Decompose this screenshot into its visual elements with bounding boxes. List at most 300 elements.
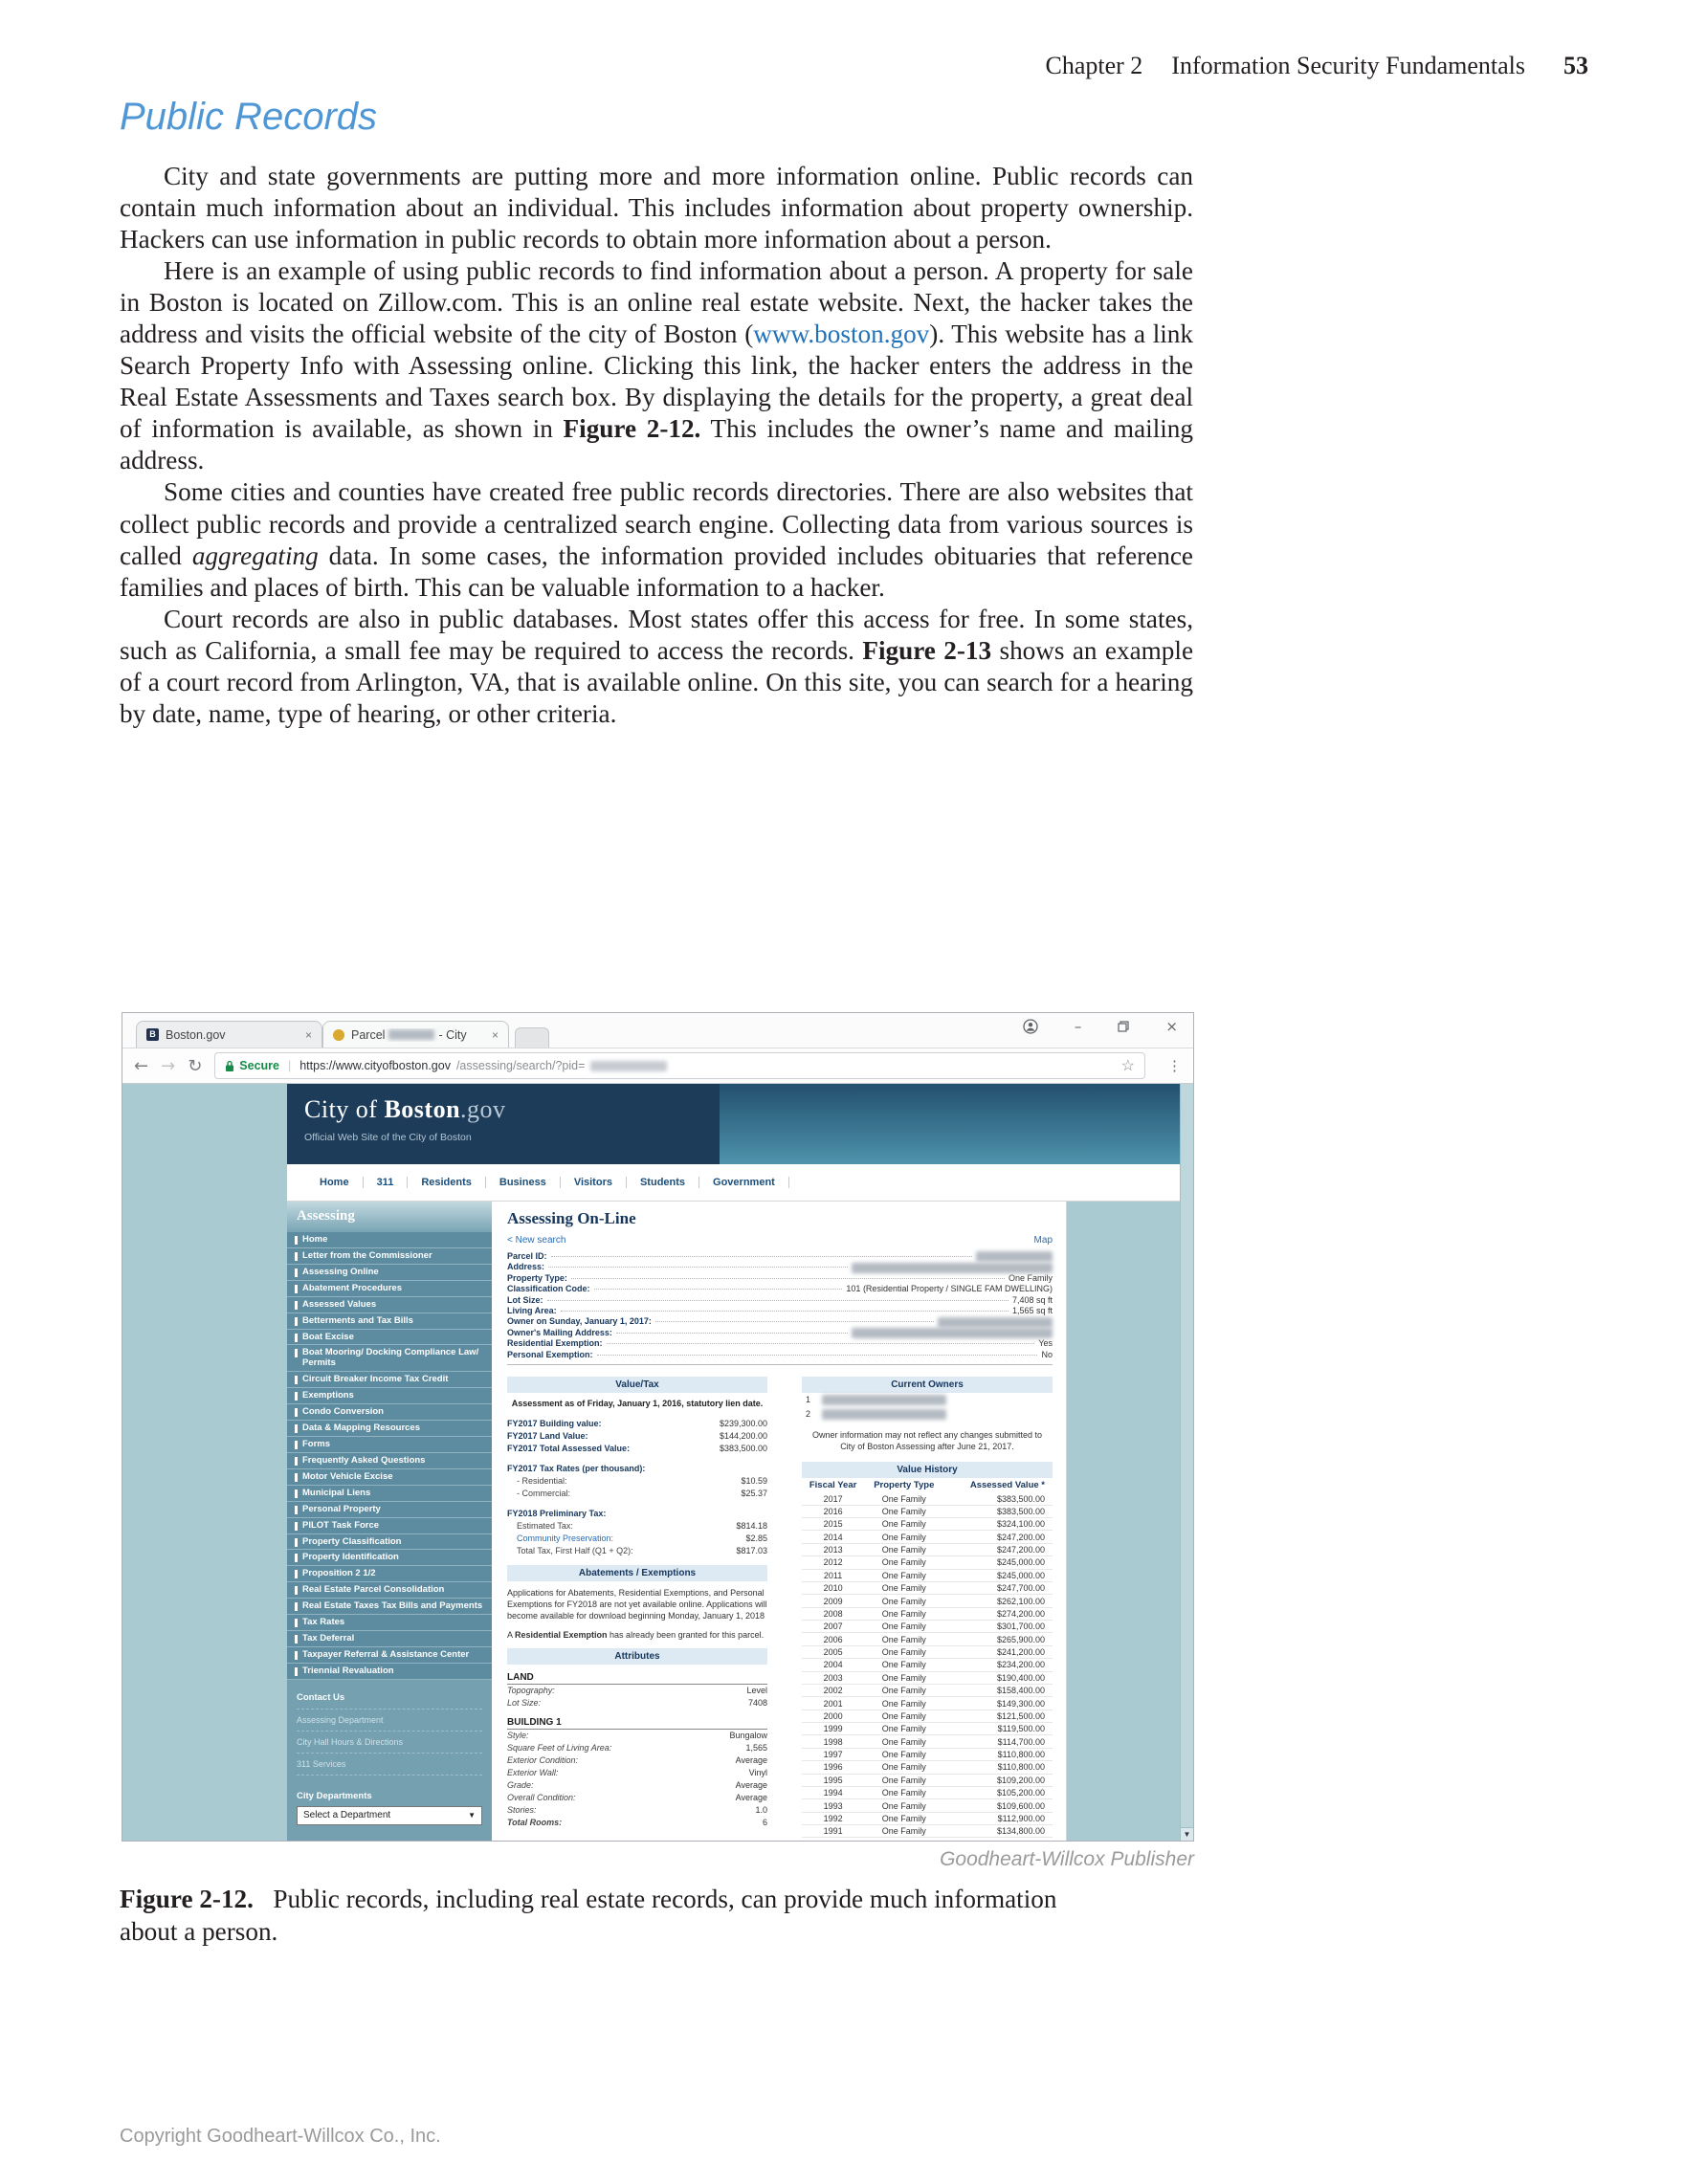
text-segment: shows an example of a court record from Arlington, VA, that is available online. On this site, you can search for a hearing by date, name, type of hearing, or other criteria. xyxy=(120,635,1194,728)
assessed-value: $105,200.00 xyxy=(943,1786,1053,1798)
value-history-row xyxy=(802,1621,1053,1633)
new-search-link[interactable]: < New search xyxy=(507,1235,566,1246)
page-scrollbar[interactable] xyxy=(1180,1084,1193,1841)
assessed-value: $241,200.00 xyxy=(943,1645,1053,1658)
value-tax-header: Value/Tax xyxy=(507,1377,767,1393)
fiscal-year: 2005 xyxy=(802,1645,864,1658)
sidebar-item-label: Taxpayer Referral & Assistance Center xyxy=(302,1648,470,1660)
text-segment: Figure 2-13 xyxy=(862,635,992,665)
property-type: One Family xyxy=(864,1710,943,1722)
sidebar-item[interactable] xyxy=(287,1313,492,1330)
fiscal-year: 2015 xyxy=(802,1518,864,1531)
fiscal-year: 2003 xyxy=(802,1671,864,1684)
property-type: One Family xyxy=(864,1645,943,1658)
secure-label: Secure xyxy=(239,1059,279,1072)
property-type: One Family xyxy=(864,1825,943,1838)
parcel-details xyxy=(507,1251,1053,1365)
sidebar-item[interactable] xyxy=(287,1265,492,1281)
text-segment: Court records are also in public databases. Most states offer this access for free. In some states, such as California, a small fee may be required to access the records. xyxy=(120,604,1193,665)
pipe-bullet-icon xyxy=(295,1252,298,1261)
figure-caption-text: Public records, including real estate records, can provide much information about a person. xyxy=(120,1885,1057,1946)
tab-boston-gov[interactable] xyxy=(136,1021,322,1048)
value-history-row xyxy=(802,1531,1053,1543)
detail-row xyxy=(507,1316,1053,1327)
fiscal-year: 2004 xyxy=(802,1659,864,1671)
attribute-value: 7408 xyxy=(747,1698,767,1709)
assessed-value: $274,200.00 xyxy=(943,1607,1053,1620)
assessed-value: $383,500.00 xyxy=(943,1492,1053,1505)
department-select[interactable] xyxy=(297,1806,482,1825)
text-segment: City and state governments are putting more and more information online. Public records can contain much information about an individual. This includes information about property ownership. Hackers can use information in public records to obtain more information about a person. xyxy=(120,162,1193,254)
sidebar-item[interactable] xyxy=(287,1631,492,1647)
dotted-leader xyxy=(571,1278,1005,1279)
detail-value: One Family xyxy=(1008,1272,1053,1283)
sidebar-item[interactable] xyxy=(287,1550,492,1566)
city-departments-label: City Departments xyxy=(297,1790,372,1801)
property-type: One Family xyxy=(864,1505,943,1517)
text-segment: Some cities and counties have created free public records directories. There are also websites that collect public records and provide a centralized search engine. Collecting data from various sources is called xyxy=(120,477,1193,570)
secure-indicator xyxy=(225,1059,279,1072)
detail-label: Personal Exemption: xyxy=(507,1349,593,1359)
sidebar-item[interactable] xyxy=(287,1582,492,1599)
assessed-value xyxy=(943,1838,1053,1841)
value-history-row xyxy=(802,1723,1053,1735)
sidebar-item[interactable] xyxy=(287,1664,492,1680)
attribute-value: Bungalow xyxy=(729,1731,767,1741)
value-tax-value: $383,500.00 xyxy=(719,1443,767,1453)
detail-row xyxy=(507,1350,1053,1360)
value-history-row xyxy=(802,1518,1053,1531)
value-history-row xyxy=(802,1659,1053,1671)
dotted-leader xyxy=(597,1355,1038,1356)
map-link[interactable]: Map xyxy=(1033,1235,1053,1246)
tab-title-prefix: Parcel xyxy=(351,1027,386,1042)
detail-label: Living Area: xyxy=(507,1306,557,1316)
running-head-chapter: Chapter 2 xyxy=(1045,52,1143,79)
sidebar-item-label: Home xyxy=(302,1234,328,1245)
sidebar-item[interactable] xyxy=(287,1615,492,1631)
column-header: Fiscal Year xyxy=(809,1480,857,1491)
text-segment: ). This website has a link Search Property Info with Assessing online. Clicking this link, the hacker enters the address in the Real Estate Assessments and Taxes search box. By displaying the details for the property, a great deal of information is available, as shown in xyxy=(120,320,1193,444)
fiscal-year: 2000 xyxy=(802,1710,864,1722)
fiscal-year: 1995 xyxy=(802,1774,864,1786)
value-history-row xyxy=(802,1595,1053,1607)
attribute-group xyxy=(507,1672,767,1710)
owner-number: 1 xyxy=(806,1395,811,1405)
restore-icon[interactable] xyxy=(1118,1021,1129,1032)
attribute-row xyxy=(507,1754,767,1767)
close-icon[interactable]: × xyxy=(1165,1018,1178,1035)
sidebar-item[interactable] xyxy=(287,1437,492,1453)
nav-link[interactable]: Visitors xyxy=(561,1177,627,1188)
sidebar-item-label: Abatement Procedures xyxy=(302,1282,403,1293)
detail-label: Property Type: xyxy=(507,1272,567,1283)
value-tax-label: Total Tax, First Half (Q1 + Q2): xyxy=(517,1545,633,1555)
sidebar-item-label: Boat Excise xyxy=(302,1331,354,1342)
detail-row xyxy=(507,1273,1053,1284)
value-tax-value: $817.03 xyxy=(736,1545,767,1555)
dotted-leader xyxy=(655,1321,934,1322)
value-tax-label: FY2017 Total Assessed Value: xyxy=(507,1443,631,1453)
url-separator: | xyxy=(287,1059,292,1072)
fiscal-year: 1993 xyxy=(802,1799,864,1812)
site-tagline: Official Web Site of the City of Boston xyxy=(304,1132,472,1143)
nav-link[interactable]: Residents xyxy=(408,1177,486,1188)
copyright-footer: Copyright Goodheart-Willcox Co., Inc. xyxy=(120,2126,441,2147)
browser-tab-bar xyxy=(122,1013,1193,1048)
pipe-bullet-icon xyxy=(295,1538,298,1547)
pipe-bullet-icon xyxy=(295,1408,298,1417)
running-head xyxy=(120,52,1588,80)
dotted-leader xyxy=(616,1333,848,1334)
pipe-bullet-icon xyxy=(295,1635,298,1644)
property-type: One Family xyxy=(864,1723,943,1735)
contact-link[interactable]: Assessing Department xyxy=(297,1709,482,1731)
sidebar-item-label: Frequently Asked Questions xyxy=(302,1454,426,1466)
fiscal-year: 2017 xyxy=(802,1492,864,1505)
sidebar-item-label: PILOT Task Force xyxy=(302,1519,380,1531)
property-type: One Family xyxy=(864,1607,943,1620)
redacted-value xyxy=(852,1328,1053,1338)
back-icon[interactable]: ← xyxy=(134,1055,149,1076)
boston-favicon: B xyxy=(146,1028,159,1041)
attribute-label: Total Rooms: xyxy=(507,1818,563,1828)
sidebar-item[interactable] xyxy=(287,1297,492,1313)
property-type: One Family xyxy=(864,1799,943,1812)
tab-parcel[interactable] xyxy=(322,1021,509,1048)
fiscal-year: 2001 xyxy=(802,1697,864,1710)
abatements-paragraph: Applications for Abatements, Residential Exemptions, and Personal Exemptions for FY2018 are not yet available online. Applications will become available for download beginning Monday, January 1, 2018 xyxy=(507,1587,767,1621)
owners-note: Owner information may not reflect any changes submitted to City of Boston Assessing after June 21, 2017. xyxy=(811,1430,1043,1452)
redacted-owner-name xyxy=(822,1395,946,1405)
redacted-value xyxy=(852,1263,1053,1273)
sidebar-item[interactable] xyxy=(287,1372,492,1388)
pipe-bullet-icon xyxy=(295,1570,298,1578)
dotted-leader xyxy=(607,1343,1035,1344)
url-path: /assessing/search/?pid= xyxy=(455,1059,586,1072)
detail-value xyxy=(976,1251,1053,1262)
sidebar-item[interactable] xyxy=(287,1453,492,1469)
property-type: One Family xyxy=(864,1492,943,1505)
fiscal-year xyxy=(802,1838,864,1841)
owner-row xyxy=(802,1393,1053,1407)
assessment-note: Assessment as of Friday, January 1, 2016, statutory lien date. xyxy=(511,1399,764,1409)
sidebar-item-label: Tax Deferral xyxy=(302,1633,355,1644)
fiscal-year: 2013 xyxy=(802,1543,864,1555)
assessed-value: $247,200.00 xyxy=(943,1531,1053,1543)
tab-title: Boston.gov xyxy=(166,1027,226,1042)
detail-row xyxy=(507,1338,1053,1349)
sidebar-item-label: Property Classification xyxy=(302,1535,402,1547)
sidebar-item[interactable] xyxy=(287,1486,492,1502)
lock-icon xyxy=(225,1060,234,1072)
section-heading: Public Records xyxy=(120,96,378,138)
attribute-value: 1,565 xyxy=(745,1743,767,1754)
sidebar-item[interactable] xyxy=(287,1647,492,1664)
assessed-value: $245,000.00 xyxy=(943,1556,1053,1569)
contact-link[interactable]: 311 Services xyxy=(297,1753,482,1776)
assessed-value: $112,900.00 xyxy=(943,1812,1053,1824)
attributes-header: Attributes xyxy=(507,1648,767,1665)
sidebar-item-label: Exemptions xyxy=(302,1390,354,1401)
assessed-value: $110,800.00 xyxy=(943,1748,1053,1760)
attribute-row xyxy=(507,1742,767,1754)
value-history-row xyxy=(802,1786,1053,1798)
bookmark-star-icon[interactable]: ☆ xyxy=(1120,1058,1135,1074)
sidebar-item[interactable] xyxy=(287,1534,492,1551)
forward-icon[interactable]: → xyxy=(161,1055,176,1076)
page-title: Assessing On-Line xyxy=(507,1209,636,1227)
value-history-row xyxy=(802,1697,1053,1710)
detail-row xyxy=(507,1306,1053,1316)
contact-link[interactable]: City Hall Hours & Directions xyxy=(297,1731,482,1753)
value-tax-row xyxy=(507,1488,767,1500)
detail-row xyxy=(507,1251,1053,1262)
value-tax-label: FY2017 Tax Rates (per thousand): xyxy=(507,1463,646,1473)
value-history-row xyxy=(802,1748,1053,1760)
detail-value xyxy=(852,1328,1053,1338)
pipe-bullet-icon xyxy=(295,1392,298,1401)
scroll-down-icon[interactable]: ▼ xyxy=(1181,1827,1193,1841)
value-tax-row xyxy=(507,1500,767,1508)
browser-menu-icon[interactable]: ⋮ xyxy=(1167,1058,1182,1074)
running-head-title: Information Security Fundamentals xyxy=(1171,52,1525,79)
dotted-leader xyxy=(551,1256,972,1257)
assessed-value: $119,500.00 xyxy=(943,1723,1053,1735)
attribute-value: 6 xyxy=(762,1818,767,1828)
property-type: One Family xyxy=(864,1774,943,1786)
value-history-row xyxy=(802,1543,1053,1555)
value-history-row xyxy=(802,1735,1053,1748)
value-tax-label: Community Preservation: xyxy=(517,1533,614,1543)
fiscal-year: 2007 xyxy=(802,1621,864,1633)
pipe-bullet-icon xyxy=(295,1619,298,1627)
property-type: One Family xyxy=(864,1735,943,1748)
attribute-value: Vinyl xyxy=(748,1768,767,1778)
value-tax-value: $10.59 xyxy=(741,1475,767,1486)
pipe-bullet-icon xyxy=(295,1667,298,1676)
page-number: 53 xyxy=(1563,52,1588,79)
pipe-bullet-icon xyxy=(295,1376,298,1384)
inline-link[interactable]: www.boston.gov xyxy=(753,320,930,349)
pipe-bullet-icon xyxy=(295,1301,298,1310)
sidebar-item[interactable] xyxy=(287,1330,492,1346)
value-tax-row xyxy=(507,1430,767,1443)
url-host: https://www.cityofboston.gov xyxy=(299,1059,451,1072)
sidebar-item[interactable] xyxy=(287,1502,492,1518)
sidebar-item-label: Real Estate Taxes Tax Bills and Payments xyxy=(302,1600,483,1612)
sidebar-item-label: Circuit Breaker Income Tax Credit xyxy=(302,1374,449,1385)
property-type: One Family xyxy=(864,1671,943,1684)
value-tax-value: $239,300.00 xyxy=(719,1418,767,1428)
address-bar[interactable] xyxy=(214,1052,1145,1079)
value-history-row xyxy=(802,1581,1053,1594)
figure-label: Figure 2-12. xyxy=(120,1885,254,1913)
property-type: One Family xyxy=(864,1621,943,1633)
nav-link[interactable]: Government xyxy=(699,1177,789,1188)
pipe-bullet-icon xyxy=(295,1506,298,1514)
fiscal-year: 2006 xyxy=(802,1633,864,1645)
property-type: One Family xyxy=(864,1659,943,1671)
value-history-row xyxy=(802,1492,1053,1505)
text-segment: This includes the owner’s name and mailing address. xyxy=(120,414,1193,475)
logo-gov: .gov xyxy=(460,1095,506,1123)
assessed-value: $190,400.00 xyxy=(943,1671,1053,1684)
assessed-value: $158,400.00 xyxy=(943,1684,1053,1696)
value-tax-row xyxy=(507,1533,767,1545)
value-history-row xyxy=(802,1838,1053,1841)
sidebar-item-label: Boat Mooring/ Docking Compliance Law/ Permits xyxy=(302,1347,479,1369)
detail-row xyxy=(507,1328,1053,1338)
detail-label: Lot Size: xyxy=(507,1294,543,1305)
paragraph xyxy=(120,161,1193,255)
main-content xyxy=(492,1202,1066,1841)
attribute-row xyxy=(507,1685,767,1697)
sidebar-item[interactable] xyxy=(287,1388,492,1404)
value-tax-row xyxy=(507,1463,767,1475)
assessed-value: $262,100.00 xyxy=(943,1595,1053,1607)
attribute-label: Grade: xyxy=(507,1780,534,1791)
sidebar-item[interactable] xyxy=(287,1518,492,1534)
sidebar-item-label: Proposition 2 1/2 xyxy=(302,1568,376,1579)
fiscal-year: 2014 xyxy=(802,1531,864,1543)
nav-link[interactable]: 311 xyxy=(364,1177,409,1188)
sidebar-item[interactable] xyxy=(287,1281,492,1297)
value-history-row xyxy=(802,1799,1053,1812)
value-history-row xyxy=(802,1505,1053,1517)
current-owners-header: Current Owners xyxy=(802,1377,1053,1393)
attribute-row xyxy=(507,1817,767,1829)
assessed-value: $247,200.00 xyxy=(943,1543,1053,1555)
value-tax-label: FY2017 Building value: xyxy=(507,1418,602,1428)
site-nav xyxy=(287,1164,1193,1202)
sidebar-title: Assessing xyxy=(287,1202,492,1232)
value-tax-value: $144,200.00 xyxy=(719,1430,767,1441)
sidebar-item[interactable] xyxy=(287,1232,492,1248)
value-history-row xyxy=(802,1812,1053,1824)
sidebar-item-label: Motor Vehicle Excise xyxy=(302,1470,393,1482)
pipe-bullet-icon xyxy=(295,1457,298,1466)
tab-close-icon[interactable]: × xyxy=(304,1027,312,1042)
minimize-icon[interactable]: – xyxy=(1074,1018,1082,1035)
text-segment: aggregating xyxy=(191,540,319,570)
property-type: One Family xyxy=(864,1556,943,1569)
attribute-label: Square Feet of Living Area: xyxy=(507,1743,612,1754)
attribute-value: Average xyxy=(735,1793,767,1803)
contact-us-header: Contact Us xyxy=(297,1691,345,1703)
detail-row xyxy=(507,1284,1053,1294)
page-left-margin xyxy=(122,1084,287,1841)
pipe-bullet-icon xyxy=(295,1473,298,1482)
attribute-value: Average xyxy=(735,1780,767,1791)
site-logo xyxy=(304,1095,720,1124)
owner-row xyxy=(802,1407,1053,1422)
detail-label: Parcel ID: xyxy=(507,1251,547,1261)
dotted-leader xyxy=(548,1267,848,1268)
fiscal-year: 1997 xyxy=(802,1748,864,1760)
property-type: One Family xyxy=(864,1581,943,1594)
sidebar-item[interactable] xyxy=(287,1599,492,1615)
residential-exemption-note xyxy=(507,1629,767,1641)
sidebar-item[interactable] xyxy=(287,1469,492,1486)
attribute-value: Level xyxy=(746,1686,767,1696)
value-tax-value: $25.37 xyxy=(741,1488,767,1498)
text-segment: data. In some cases, the information provided includes obituaries that reference families and places of birth. This can be valuable information to a hacker. xyxy=(120,540,1193,602)
property-type: One Family xyxy=(864,1543,943,1555)
redacted-parcel-id xyxy=(388,1029,434,1040)
nav-link[interactable]: Business xyxy=(486,1177,561,1188)
sidebar-item[interactable] xyxy=(287,1248,492,1265)
text-segment: has already been granted for this parcel. xyxy=(607,1630,765,1641)
attribute-group-header: BUILDING 1 xyxy=(507,1717,767,1730)
value-tax-label: Estimated Tax: xyxy=(517,1520,573,1531)
attribute-label: Lot Size: xyxy=(507,1698,542,1709)
tab-close-icon[interactable]: × xyxy=(491,1027,499,1042)
value-history-row xyxy=(802,1825,1053,1838)
sidebar-item-label: Data & Mapping Resources xyxy=(302,1423,420,1434)
sidebar-item[interactable] xyxy=(287,1404,492,1421)
new-tab-button[interactable] xyxy=(515,1027,549,1048)
assessed-value: $134,800.00 xyxy=(943,1825,1053,1838)
department-select-value: Select a Department xyxy=(303,1810,391,1821)
paragraph xyxy=(120,476,1193,603)
detail-row xyxy=(507,1295,1053,1306)
logo-city-of: City of xyxy=(304,1095,385,1123)
reload-icon[interactable]: ↻ xyxy=(188,1055,203,1076)
value-history-row xyxy=(802,1671,1053,1684)
assessed-value: $324,100.00 xyxy=(943,1518,1053,1531)
property-type: One Family xyxy=(864,1531,943,1543)
fiscal-year: 2011 xyxy=(802,1569,864,1581)
property-type: One Family xyxy=(864,1684,943,1696)
redacted-url-pid xyxy=(590,1061,667,1071)
pipe-bullet-icon xyxy=(295,1334,298,1342)
sidebar-item-label: Condo Conversion xyxy=(302,1406,384,1418)
profile-icon[interactable] xyxy=(1023,1019,1038,1034)
fiscal-year: 2012 xyxy=(802,1556,864,1569)
nav-link[interactable]: Home xyxy=(306,1177,364,1188)
pipe-bullet-icon xyxy=(295,1586,298,1595)
value-tax-value: $2.85 xyxy=(745,1533,767,1543)
assessed-value: $114,700.00 xyxy=(943,1735,1053,1748)
pipe-bullet-icon xyxy=(295,1441,298,1449)
text-segment: Residential Exemption xyxy=(515,1630,608,1641)
text-segment: Here is an example of using public records to find information about a person. A property for sale in Boston is located on Zillow.com. This is an online real estate website. Next, the hacker takes the address and visits the official website of the city of Boston ( xyxy=(120,256,1193,349)
pipe-bullet-icon xyxy=(295,1236,298,1245)
sidebar xyxy=(287,1202,492,1841)
value-history-row xyxy=(802,1607,1053,1620)
nav-link[interactable]: Students xyxy=(627,1177,699,1188)
attribute-row xyxy=(507,1767,767,1779)
value-history-row xyxy=(802,1774,1053,1786)
site-logo-block xyxy=(287,1084,720,1164)
sidebar-item-label: Forms xyxy=(302,1438,331,1449)
sidebar-item[interactable] xyxy=(287,1345,492,1372)
site-banner xyxy=(287,1084,1193,1164)
sidebar-item[interactable] xyxy=(287,1566,492,1582)
cityofboston-page xyxy=(122,1084,1193,1841)
fiscal-year: 1992 xyxy=(802,1812,864,1824)
sidebar-item[interactable] xyxy=(287,1421,492,1437)
paragraph xyxy=(120,255,1193,476)
redacted-value xyxy=(976,1251,1053,1262)
pipe-bullet-icon xyxy=(295,1651,298,1660)
assessed-value: $149,300.00 xyxy=(943,1697,1053,1710)
fiscal-year: 2016 xyxy=(802,1505,864,1517)
figure-caption xyxy=(120,1883,1086,1948)
pipe-bullet-icon xyxy=(295,1602,298,1611)
fiscal-year: 1991 xyxy=(802,1825,864,1838)
